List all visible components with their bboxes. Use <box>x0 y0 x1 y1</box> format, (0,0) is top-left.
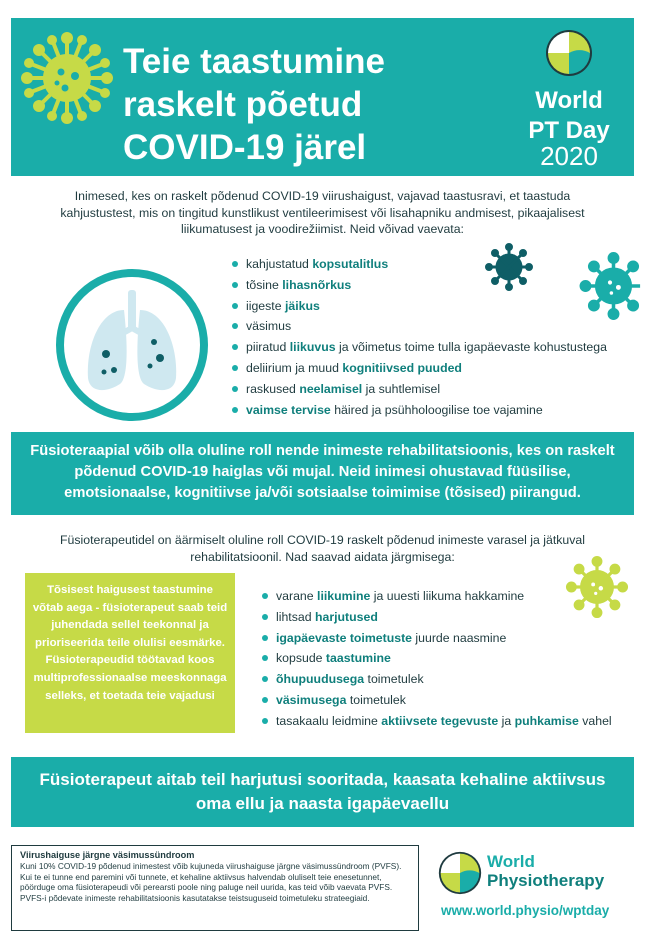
callout-text: Tõsisest haigusest taastumine võtab aega - füsioterapeut saab teid juhendada sellel teekonnal ja prioriseerida teile olulisi eesmärke. Füsioterapeudid töötavad koos multiprofessionaalse meeskonnaga selleks, et toetada teie vajadusi <box>32 584 228 702</box>
title-line: COVID-19 järel <box>123 128 367 167</box>
list-item: igapäevaste toimetuste juurde naasmine <box>262 628 642 649</box>
list-item: vaimse tervise häired ja psühholoogilise toe vajamine <box>232 400 642 421</box>
list-item: piiratud liikuvus ja võimetus toime tulla igapäevaste kohustustega <box>232 337 642 358</box>
logo-world-text: World <box>535 87 603 114</box>
list-item: väsimus <box>232 316 642 337</box>
lungs-icon <box>48 266 216 424</box>
pvfs-note <box>11 845 419 931</box>
list-item: kopsude taastumine <box>262 648 642 669</box>
list-item: lihtsad harjutused <box>262 607 642 628</box>
list-item: raskused neelamisel ja suhtlemisel <box>232 379 642 400</box>
list-item: õhupuudusega toimetulek <box>262 669 642 690</box>
world-pt-day-logo <box>514 28 624 171</box>
list-item: iigeste jäikus <box>232 296 642 317</box>
title-line: Teie taastumine <box>123 42 385 81</box>
virus-icon <box>484 242 534 292</box>
info-banner <box>11 432 634 515</box>
logo-year-text: 2020 <box>540 141 598 171</box>
list-item: tasakaalu leidmine aktiivsete tegevuste ja puhkamise vahel <box>262 711 642 732</box>
virus-icon <box>565 555 629 619</box>
logo-ptday-text: PT Day <box>528 117 610 144</box>
header-banner <box>11 18 634 176</box>
page-title <box>123 40 503 169</box>
banner-text: Füsioterapeut aitab teil harjutusi sooritada, kaasata kehaline aktiivsus oma ellu ja naasta igapäevaellu <box>39 770 606 813</box>
title-line: raskelt põetud <box>123 85 363 124</box>
note-title: Viirushaiguse järgne väsimussündroom <box>20 850 195 860</box>
list-item: väsimusega toimetulek <box>262 690 642 711</box>
virus-icon <box>17 28 117 128</box>
callout-box <box>25 573 235 733</box>
logo-line: World <box>487 852 535 871</box>
list-item: varane liikumine ja uuesti liikuma hakkamine <box>262 586 642 607</box>
list-item: kahjustatud kopsutalitlus <box>232 254 642 275</box>
world-physiotherapy-logo <box>487 852 637 890</box>
banner-text: Füsioteraapial võib olla oluline roll nende inimeste rehabilitatsioonis, kes on raskelt põdenud COVID-19 haiglas või mujal. Neid inimesi ohustavad füüsilise, emotsionaalse, kognitiivse ja/või sotsiaalse toimimise (tõsised) piirangud. <box>30 443 615 501</box>
list-item: deliirium ja muud kognitiivsed puuded <box>232 358 642 379</box>
note-body: Kuni 10% COVID-19 põdenud inimestest võib kujuneda viirushaiguse järgne väsimussündroom (PVFS). Kui te ei tunne end paremini või tunnete, et kehaline aktiivsus halvendab oluliselt teie enesetunnet, pöörduge oma füsioterapeudi või perearsti poole ning paluge neil uurida, kas teid võib vaevata PVFS. PVFS-i põdevate inimeste rehabilitatsioonis kasutatakse teistsuguseid toimetuleku strateegiaid. <box>20 861 402 903</box>
logo-line: Physiotherapy <box>487 871 605 890</box>
website-link[interactable]: www.world.physio/wptday <box>441 903 610 918</box>
virus-icon <box>575 246 645 326</box>
logo-mark-icon <box>544 28 594 78</box>
closing-banner <box>11 757 634 827</box>
section-lead: Füsioterapeutidel on äärmiselt oluline roll COVID-19 raskelt põdenud inimeste varasel ja jätkuval rehabilitatsioonil. Nad saavad aidata järgmisega: <box>60 533 585 564</box>
list-item: tõsine lihasnõrkus <box>232 275 642 296</box>
intro-paragraph: Inimesed, kes on raskelt põdenud COVID-19 viirushaigust, vajavad taastusravi, et taastuda kahjustustest, mis on tingitud kunstlikust ventileerimisest või lisahapniku andmisest, pikaajalisest liikumatusest ja voodirežiimist. Neid võivad vaevata: <box>60 189 585 236</box>
world-physiotherapy-logo-icon <box>437 850 483 896</box>
